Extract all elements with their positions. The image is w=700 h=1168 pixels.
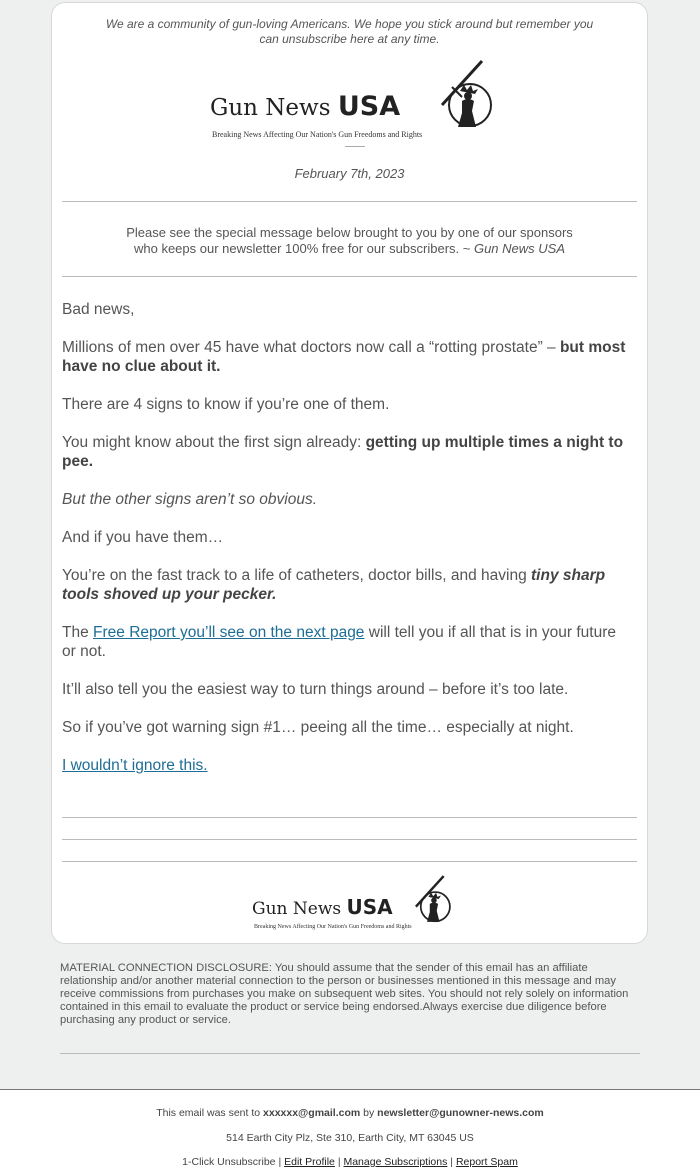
paragraph: You might know about the first sign already: getting up multiple times a night to pee. bbox=[62, 434, 624, 470]
logo-wordmark: Gun News USA bbox=[252, 895, 393, 919]
paragraph: It’ll also tell you the easiest way to turn things around – before it’s too late. bbox=[62, 681, 569, 698]
paragraph: Bad news, bbox=[62, 301, 135, 318]
divider bbox=[62, 817, 637, 818]
liberty-statue-icon bbox=[422, 57, 494, 131]
sender-email: newsletter@gunowner-news.com bbox=[377, 1107, 544, 1119]
divider bbox=[62, 276, 637, 277]
manage-subscriptions-link[interactable]: Manage Subscriptions bbox=[343, 1156, 448, 1168]
paragraph: Millions of men over 45 have what doctors now call a “rotting prostate” – but most have no clue about it. bbox=[62, 339, 626, 375]
divider bbox=[62, 861, 637, 862]
divider bbox=[62, 201, 637, 202]
sent-to-line: This email was sent to xxxxxx@gmail.com by newsletter@gunowner-news.com bbox=[156, 1107, 544, 1119]
paragraph: The Free Report you’ll see on the next page will tell you if all that is in your future or not. bbox=[62, 624, 616, 660]
paragraph: You’re on the fast track to a life of catheters, doctor bills, and having tiny sharp tools shoved up your pecker. bbox=[62, 567, 606, 603]
recipient-email: xxxxxx@gmail.com bbox=[263, 1107, 361, 1119]
liberty-statue-icon bbox=[402, 873, 452, 925]
newsletter-date: February 7th, 2023 bbox=[294, 166, 405, 181]
footer-logo bbox=[252, 873, 462, 935]
sponsor-signature: Gun News USA bbox=[473, 241, 566, 256]
free-report-link[interactable]: Free Report you’ll see on the next page bbox=[93, 624, 365, 641]
edit-profile-link[interactable]: Edit Profile bbox=[284, 1156, 335, 1168]
material-disclosure: MATERIAL CONNECTION DISCLOSURE: You should assume that the sender of this email has an affiliate relationship and/or another material connection to the person or businesses mentioned in this message and may receive commissions from purchases you make on subsequent web sites. You should not rely solely on information contained in this email to evaluate the product or service being endorsed.Always exercise due diligence before purchasing any product or service. bbox=[60, 962, 629, 1026]
divider bbox=[62, 839, 637, 840]
paragraph: But the other signs aren’t so obvious. bbox=[62, 491, 318, 508]
paragraph: And if you have them… bbox=[62, 529, 224, 546]
paragraph: There are 4 signs to know if you’re one of them. bbox=[62, 396, 390, 413]
logo-wordmark: Gun News USA bbox=[210, 91, 401, 122]
mailing-address: 514 Earth City Plz, Ste 310, Earth City, MT 63045 US bbox=[226, 1132, 474, 1144]
header-logo bbox=[210, 55, 500, 151]
paragraph: So if you’ve got warning sign #1… peeing all the time… especially at night. bbox=[62, 719, 574, 736]
unsubscribe-link[interactable]: 1-Click Unsubscribe bbox=[182, 1156, 276, 1168]
report-spam-link[interactable]: Report Spam bbox=[455, 1156, 518, 1168]
sponsor-note: Please see the special message below brought to you by one of our sponsors who keeps our newsletter 100% free for our subscribers. ~ Gun News USA bbox=[126, 225, 573, 256]
logo-tagline: Breaking News Affecting Our Nation's Gun Freedoms and Rights bbox=[254, 924, 412, 930]
logo-tagline: Breaking News Affecting Our Nation's Gun Freedoms and Rights bbox=[212, 130, 423, 139]
paragraph bbox=[62, 756, 633, 775]
footer-links: 1-Click Unsubscribe | Edit Profile | Manage Subscriptions | Report Spam bbox=[182, 1156, 518, 1168]
email-footer bbox=[0, 1089, 700, 1168]
divider bbox=[60, 1053, 640, 1054]
unsubscribe-note[interactable]: We are a community of gun-loving Americans. We hope you stick around but remember you can unsubscribe here at any time. bbox=[105, 17, 594, 46]
email-card bbox=[51, 2, 648, 944]
message-body bbox=[62, 300, 633, 794]
logo-underline bbox=[345, 146, 365, 147]
cta-link[interactable]: I wouldn’t ignore this. bbox=[62, 757, 208, 774]
